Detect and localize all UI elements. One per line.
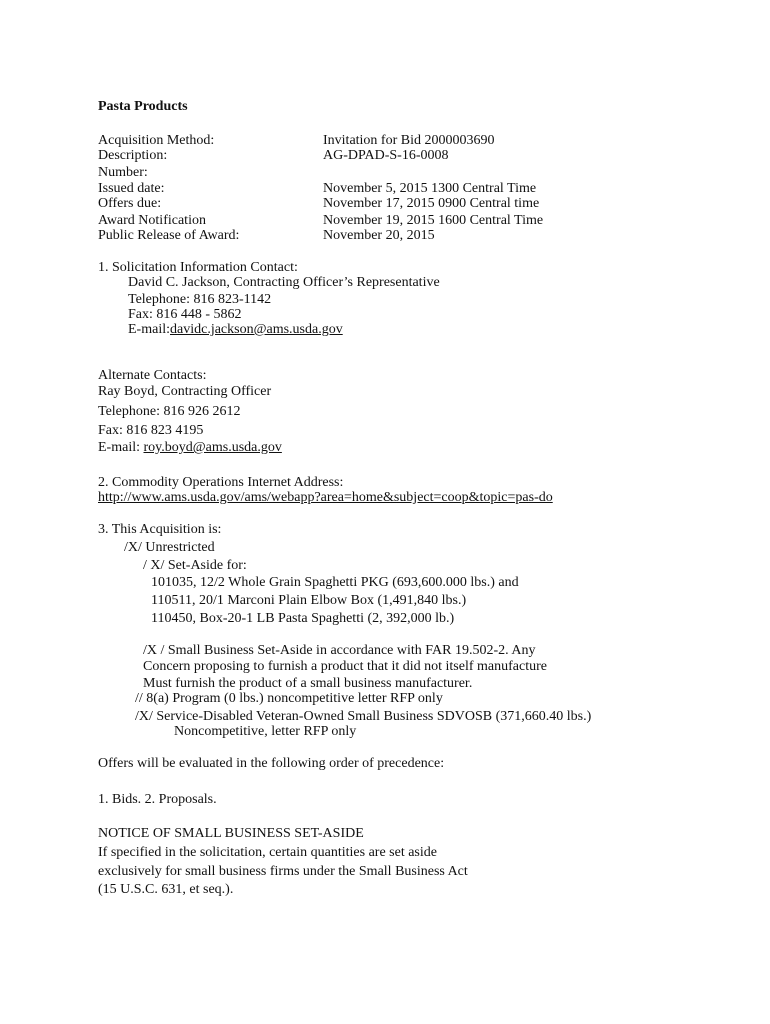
issued-date-value: November 5, 2015 1300 Central Time (323, 181, 537, 196)
offers-due-label: Offers due: (98, 196, 162, 211)
program-8a-item: // 8(a) Program (0 lbs.) noncompetitive letter RFP only (135, 691, 443, 706)
notice-line-1: If specified in the solicitation, certain quantities are set aside (98, 845, 437, 860)
section1-heading: 1. Solicitation Information Contact: (98, 260, 298, 275)
small-business-line-1: /X / Small Business Set-Aside in accordance with FAR 19.502-2. Any (143, 643, 536, 658)
section2-heading: 2. Commodity Operations Internet Address: (98, 475, 344, 490)
description-label: Description: (98, 148, 168, 163)
setaside-item: / X/ Set-Aside for: (143, 558, 247, 573)
small-business-line-3: Must furnish the product of a small business manufacturer. (143, 676, 473, 691)
product-item-1: 101035, 12/2 Whole Grain Spaghetti PKG (693,600.000 lbs.) and (151, 575, 519, 590)
contact-fax: Fax: 816 448 - 5862 (128, 307, 242, 322)
sdvosb-item: /X/ Service-Disabled Veteran-Owned Small Business SDVOSB (371,660.40 lbs.) (135, 709, 592, 724)
alternate-heading: Alternate Contacts: (98, 368, 207, 383)
description-value: AG-DPAD-S-16-0008 (323, 148, 449, 163)
award-notification-label: Award Notification (98, 213, 206, 228)
offers-due-value: November 17, 2015 0900 Central time (323, 196, 540, 211)
contact-email-line (128, 322, 343, 338)
evaluation-text: Offers will be evaluated in the following order of precedence: (98, 756, 445, 771)
issued-date-label: Issued date: (98, 181, 165, 196)
contact-email-link[interactable]: davidc.jackson@ams.usda.gov (170, 322, 343, 337)
product-item-2: 110511, 20/1 Marconi Plain Elbow Box (1,491,840 lbs.) (151, 593, 467, 608)
alternate-email-line (98, 440, 282, 456)
public-release-label: Public Release of Award: (98, 228, 240, 243)
contact-telephone: Telephone: 816 823-1142 (128, 292, 272, 307)
precedence-text: 1. Bids. 2. Proposals. (98, 792, 217, 807)
alternate-fax: Fax: 816 823 4195 (98, 423, 204, 438)
contact-email-label: E-mail: (128, 322, 170, 337)
unrestricted-item: /X/ Unrestricted (124, 540, 215, 555)
internet-address-link[interactable]: http://www.ams.usda.gov/ams/webapp?area=home&subject=coop&topic=pas-do (98, 490, 553, 505)
notice-heading: NOTICE OF SMALL BUSINESS SET-ASIDE (98, 826, 364, 841)
alternate-email-label: E-mail: (98, 440, 144, 455)
alternate-telephone: Telephone: 816 926 2612 (98, 404, 241, 419)
alternate-email-link[interactable]: roy.boyd@ams.usda.gov (143, 440, 282, 455)
award-notification-value: November 19, 2015 1600 Central Time (323, 213, 544, 228)
product-item-3: 110450, Box-20-1 LB Pasta Spaghetti (2, 392,000 lb.) (151, 611, 455, 626)
public-release-value: November 20, 2015 (323, 228, 435, 243)
noncompetitive-note: Noncompetitive, letter RFP only (174, 724, 357, 739)
page-title: Pasta Products (98, 99, 188, 114)
small-business-line-2: Concern proposing to furnish a product that it did not itself manufacture (143, 659, 547, 674)
alternate-name: Ray Boyd, Contracting Officer (98, 384, 272, 399)
notice-line-2: exclusively for small business firms under the Small Business Act (98, 864, 468, 879)
contact-name: David C. Jackson, Contracting Officer’s Representative (128, 275, 440, 290)
number-label: Number: (98, 165, 148, 180)
acquisition-method-value: Invitation for Bid 2000003690 (323, 133, 495, 148)
section3-heading: 3. This Acquisition is: (98, 522, 222, 537)
acquisition-method-label: Acquisition Method: (98, 133, 215, 148)
notice-line-3: (15 U.S.C. 631, et seq.). (98, 882, 234, 897)
